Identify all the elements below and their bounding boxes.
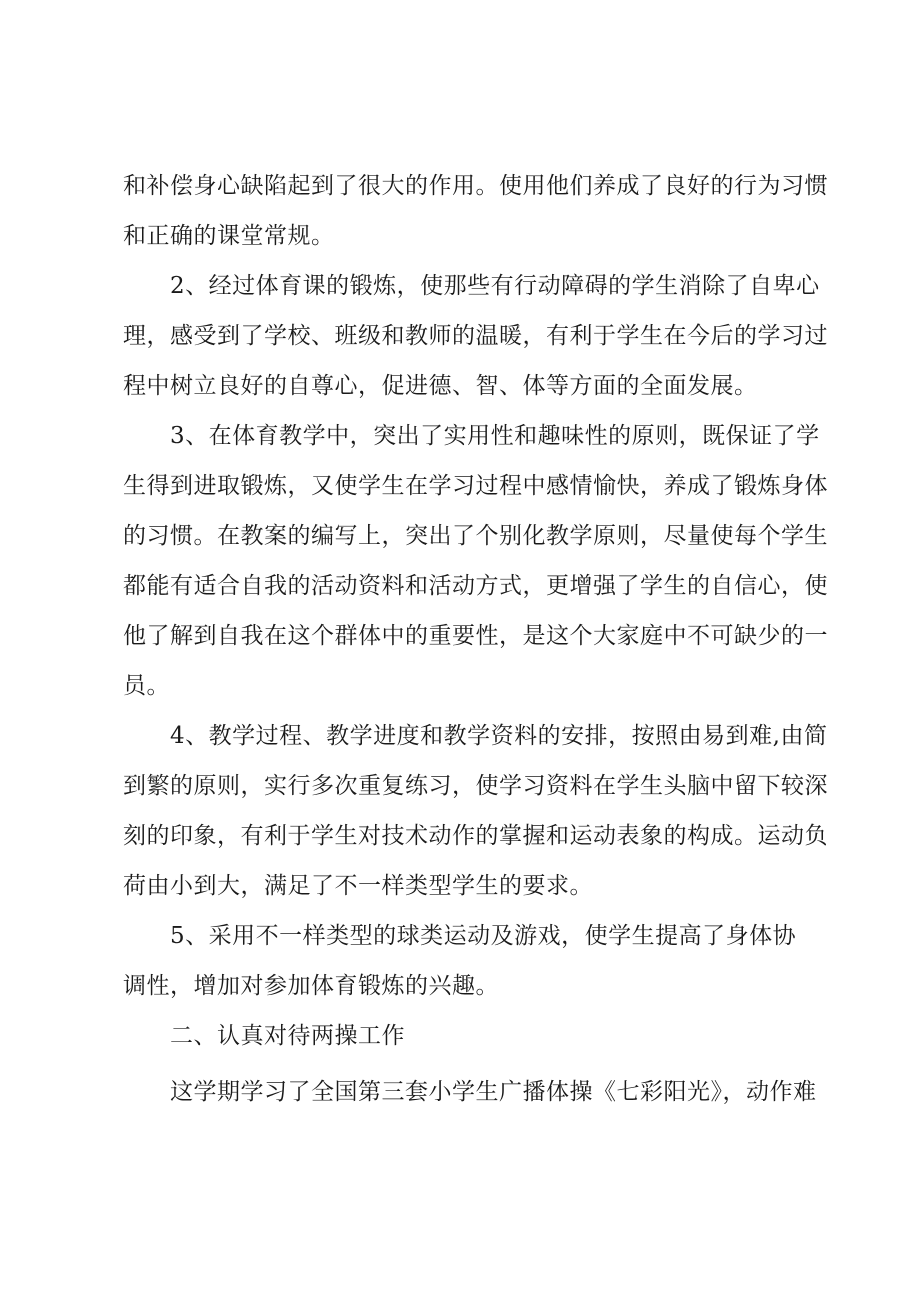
text-line: 刻的印象，有利于学生对技术动作的掌握和运动表象的构成。运动负 [123,823,828,849]
text-line: 2、经过体育课的锻炼，使那些有行动障碍的学生消除了自卑心 [170,273,820,299]
text-line: 他了解到自我在这个群体中的重要性，是这个大家庭中不可缺少的一 [123,623,828,649]
text-line: 程中树立良好的自尊心，促进德、智、体等方面的全面发展。 [123,373,758,399]
text-line: 这学期学习了全国第三套小学生广播体操《七彩阳光》，动作难 [170,1079,817,1105]
text-line: 5、采用不一样类型的球类运动及游戏，使学生提高了身体协 [170,923,797,949]
text-line: 荷由小到大，满足了不一样类型学生的要求。 [123,873,593,899]
text-line: 理，感受到了学校、班级和教师的温暖，有利于学生在今后的学习过 [123,323,828,349]
section-heading: 二、认真对待两操工作 [170,1023,405,1049]
text-line: 和正确的课堂常规。 [123,223,335,249]
text-line: 生得到进取锻炼，又使学生在学习过程中感情愉快，养成了锻炼身体 [123,473,828,499]
text-line: 到繁的原则，实行多次重复练习，使学习资料在学生头脑中留下较深 [123,773,828,799]
text-line: 和补偿身心缺陷起到了很大的作用。使用他们养成了良好的行为习惯 [123,173,828,199]
text-line: 员。 [123,673,170,699]
text-line: 3、在体育教学中，突出了实用性和趣味性的原则，既保证了学 [170,423,820,449]
text-line: 调性，增加对参加体育锻炼的兴趣。 [123,973,499,999]
text-line: 都能有适合自我的活动资料和活动方式，更增强了学生的自信心，使 [123,573,828,599]
text-line: 的习惯。在教案的编写上，突出了个别化教学原则，尽量使每个学生 [123,523,828,549]
text-line: 4、教学过程、教学进度和教学资料的安排，按照由易到难,由简 [170,723,828,749]
